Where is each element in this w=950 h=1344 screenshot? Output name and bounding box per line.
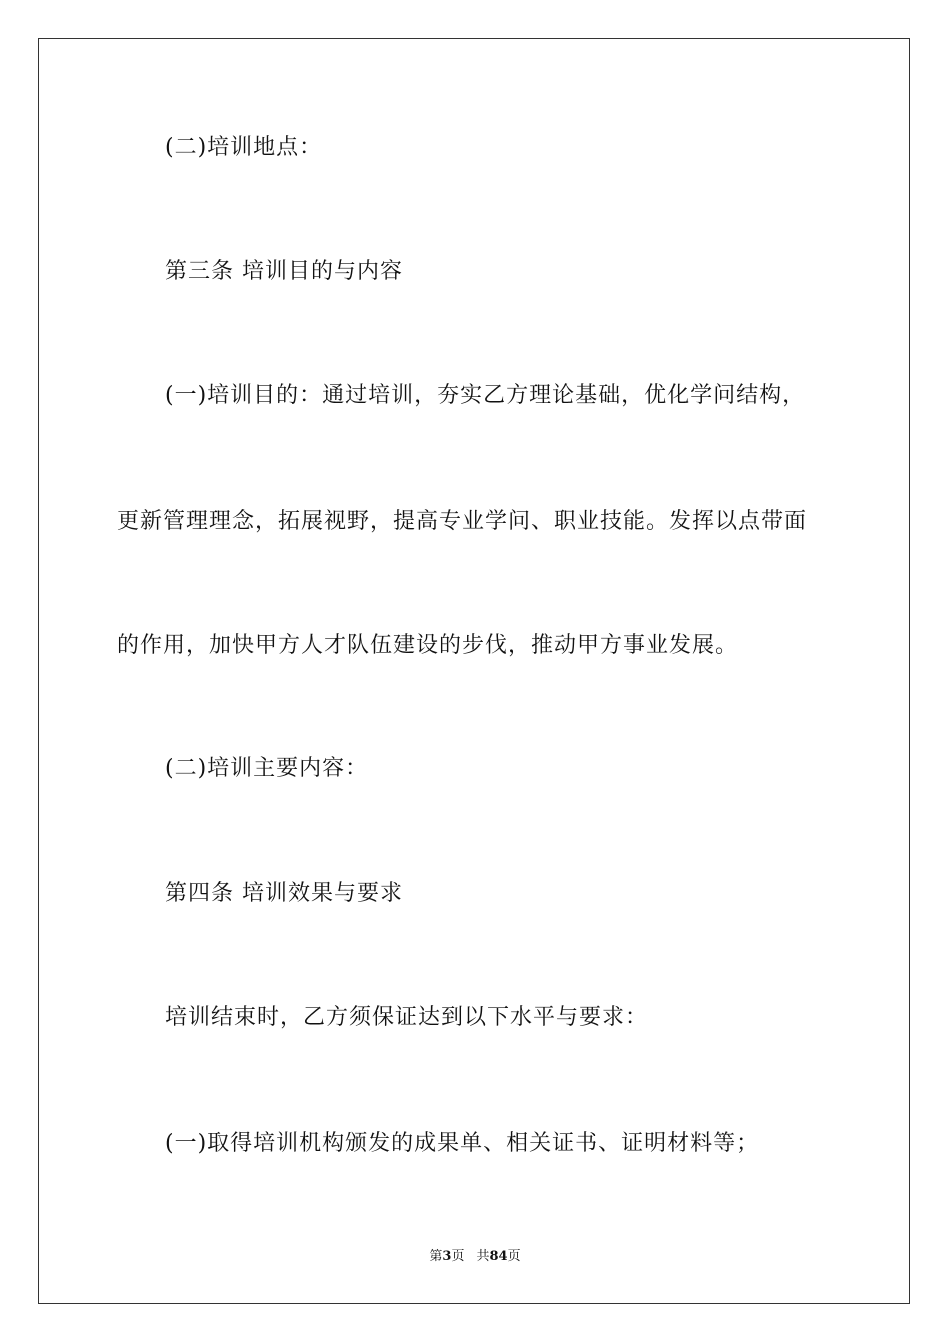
paragraph-training-content: (二)培训主要内容： xyxy=(165,756,369,781)
footer-total-prefix: 共 xyxy=(476,1249,490,1264)
paragraph-training-location: (二)培训地点： xyxy=(165,135,323,160)
footer-page-prefix: 第 xyxy=(429,1249,443,1264)
paragraph-training-purpose: (一)培训目的：通过培训，夯实乙方理论基础，优化学问结构， xyxy=(165,383,806,408)
footer-page-number: 3 xyxy=(442,1249,452,1264)
footer-total-suffix: 页 xyxy=(507,1249,521,1264)
page-footer xyxy=(0,1248,950,1266)
footer-total-pages: 84 xyxy=(489,1249,508,1264)
paragraph-training-purpose-cont-2: 的作用，加快甲方人才队伍建设的步伐，推动甲方事业发展。 xyxy=(117,633,739,658)
heading-article-3: 第三条 培训目的与内容 xyxy=(165,259,403,284)
page-frame xyxy=(38,38,910,1304)
paragraph-training-purpose-cont-1: 更新管理理念，拓展视野，提高专业学问、职业技能。发挥以点带面 xyxy=(117,509,808,534)
heading-article-4: 第四条 培训效果与要求 xyxy=(165,881,403,906)
paragraph-training-requirements: 培训结束时，乙方须保证达到以下水平与要求： xyxy=(165,1005,649,1030)
paragraph-requirement-1: (一)取得培训机构颁发的成果单、相关证书、证明材料等； xyxy=(165,1131,760,1156)
footer-page-suffix: 页 xyxy=(451,1249,465,1264)
